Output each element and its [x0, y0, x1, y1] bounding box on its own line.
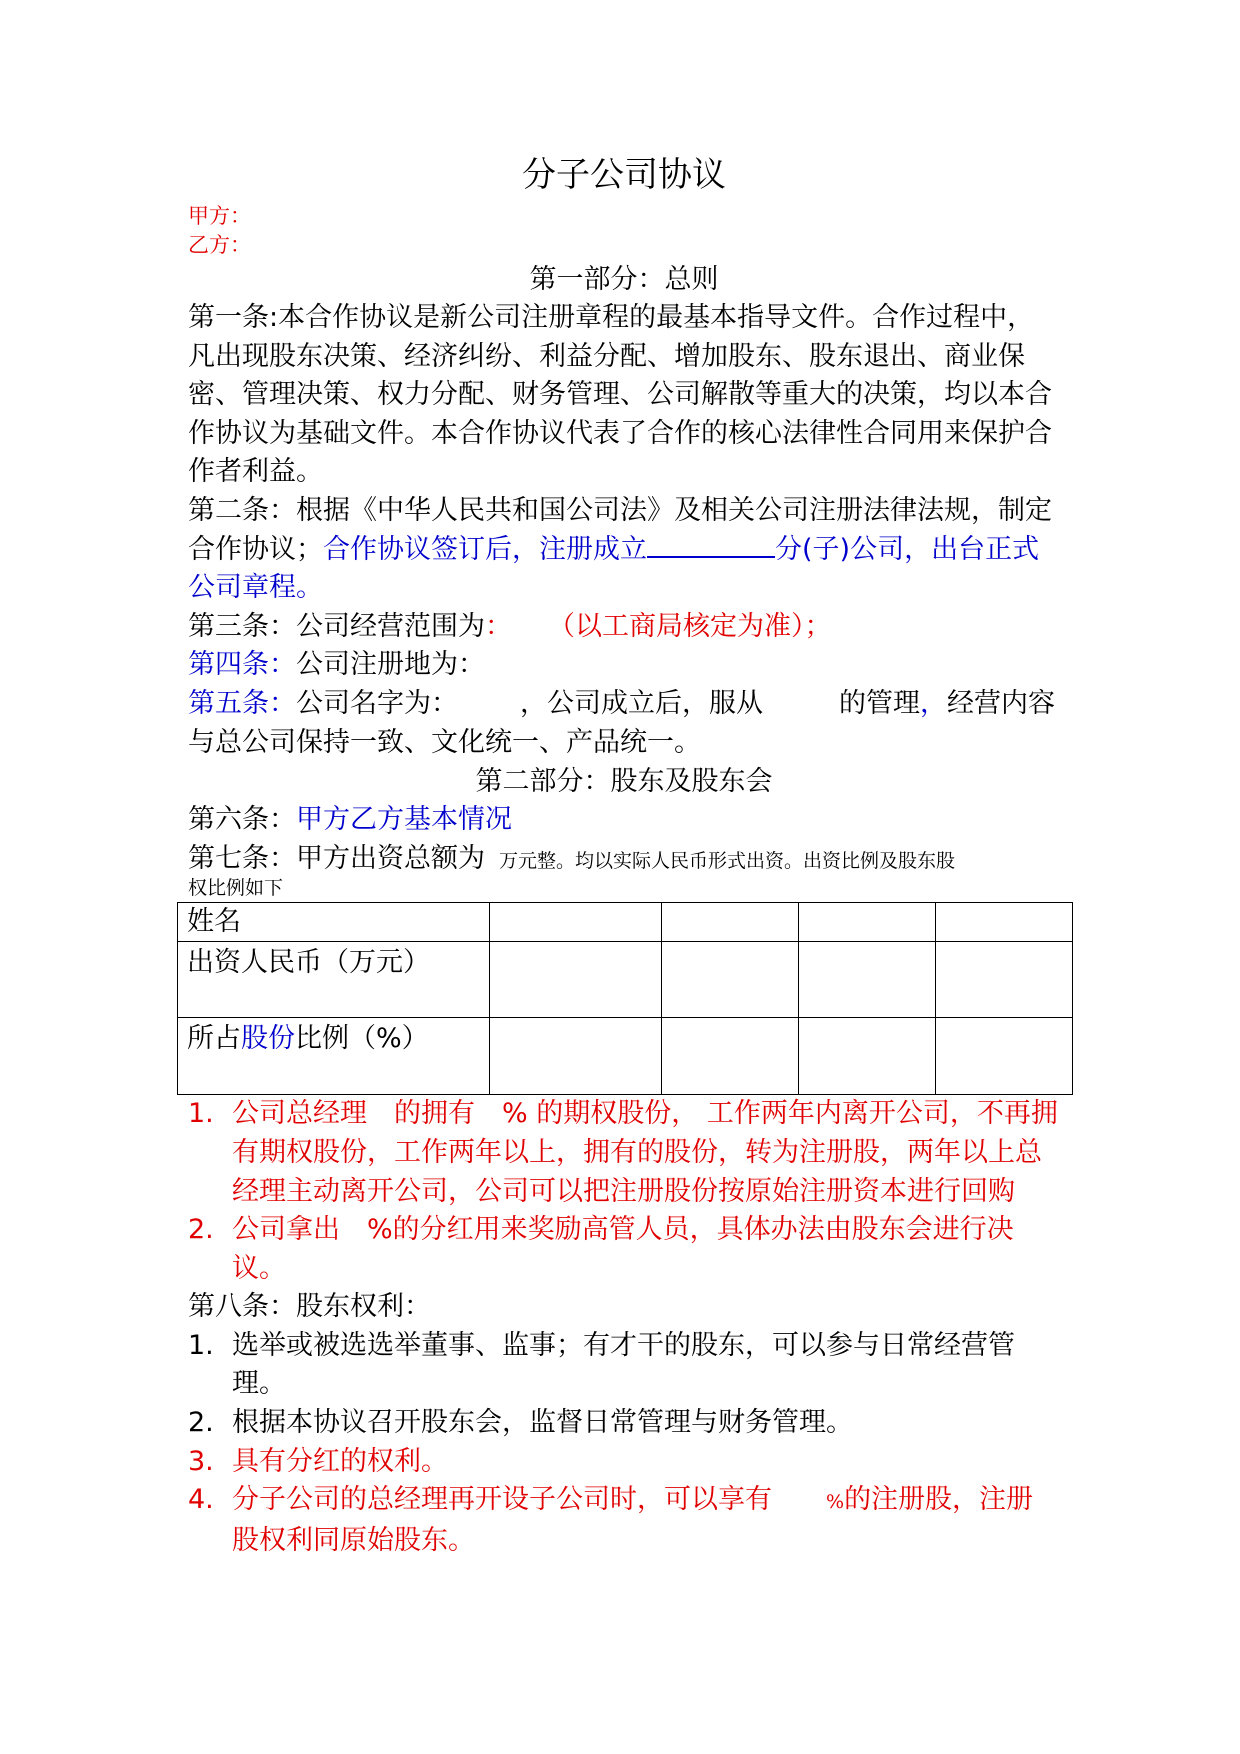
party-b-label: 乙方： — [188, 233, 251, 257]
table-cell-label: 姓名 — [178, 903, 490, 942]
table-row — [178, 942, 1073, 1018]
article-7-small-text: 万元整。均以实际人民币形式出资。出资比例及股东股 — [499, 849, 956, 872]
list-number: 1. — [188, 1098, 214, 1130]
part2-heading: 第二部分：股东及股东会 — [475, 766, 773, 798]
article-2 — [188, 492, 1060, 608]
table-cell — [661, 1018, 798, 1095]
article-4-label: 第四条： — [188, 649, 296, 681]
article-5-text-c: 的管理 — [839, 687, 920, 719]
table-cell — [935, 903, 1072, 942]
article-4-text: 公司注册地为： — [296, 649, 485, 681]
list-text: 选举或被选选举董事、监事；有才干的股东，可以参与日常经营管理。 — [232, 1329, 1015, 1400]
list-item — [188, 1327, 1060, 1404]
option-list — [188, 1095, 1060, 1288]
article-2-text: 第二条：根据《中华人民共和国公司法》及相关公司注册法律法规，制定合作协议； — [188, 494, 1052, 565]
list-item — [188, 1095, 1060, 1211]
table-row — [178, 903, 1073, 942]
article-5-text-a: 公司名字为： — [296, 687, 458, 719]
article-5-comma: ， — [920, 687, 947, 719]
table-cell — [661, 942, 798, 1018]
company-name-blank — [647, 532, 775, 558]
table-cell-label: 出资人民币（万元） — [178, 942, 490, 1018]
article-7 — [188, 840, 1060, 881]
ratio-label-b: 股份 — [241, 1023, 295, 1055]
list-item — [188, 1481, 1060, 1560]
article-6-label: 第六条： — [188, 804, 296, 836]
table-cell — [798, 903, 935, 942]
list-text: 具有分红的权利。 — [232, 1445, 448, 1477]
list-text: 根据本协议召开股东会，监督日常管理与财务管理。 — [232, 1407, 853, 1439]
table-cell — [798, 1018, 935, 1095]
article-7-label: 第七条：甲方出资总额为 — [188, 842, 485, 874]
list-text: 公司总经理 的拥有 % 的期权股份， 工作两年内离开公司，不再拥有期权股份，工作两年以上，拥有的股份，转为注册股，两年以上总经理主动离开公司，公司可以把注册股份按原始注册资本进行回购 — [232, 1098, 1058, 1207]
article-3-colon: ： — [485, 610, 512, 642]
article-2-blue-text: 合作协议签订后，注册成立 — [323, 533, 647, 565]
list-number: 2. — [188, 1407, 214, 1439]
document-title: 分子公司协议 — [522, 155, 726, 195]
list-number: 1. — [188, 1329, 214, 1361]
list-number: 3. — [188, 1445, 214, 1477]
shareholder-table — [177, 902, 1073, 1095]
shareholder-rights-list — [188, 1327, 1060, 1561]
table-row — [178, 1018, 1073, 1095]
list-number: 2. — [188, 1214, 214, 1246]
list-text: 公司拿出 %的分红用来奖励高管人员，具体办法由股东会进行决议。 — [232, 1214, 1014, 1284]
table-cell — [935, 1018, 1072, 1095]
list-item — [188, 1443, 1060, 1482]
list-number: 4. — [188, 1484, 214, 1516]
article-3-note: （以工商局核定为准）； — [548, 610, 832, 642]
list-text-percent: % — [826, 1491, 845, 1514]
table-cell — [661, 903, 798, 942]
table-cell — [798, 942, 935, 1018]
article-1: 第一条:本合作协议是新公司注册章程的最基本指导文件。合作过程中，凡出现股东决策、经济纠纷、利益分配、增加股东、股东退出、商业保密、管理决策、权力分配、财务管理、公司解散等重大的决策，均以本合作协议为基础文件。本合作协议代表了合作的核心法律性合同用来保护合作者利益。 — [188, 302, 1052, 488]
article-6-text: 甲方乙方基本情况 — [296, 804, 512, 836]
table-cell — [935, 942, 1072, 1018]
article-5-text-b: ，公司成立后，服从 — [520, 687, 763, 719]
list-text-c: 的注册股，注册股权利同原始股东。 — [232, 1484, 1034, 1556]
article-5-text-d: 经营内容与总公司保持一致、文化统一、产品统一。 — [188, 687, 1055, 758]
article-2-blue-tail: 分(子)公司，出台正式公司章程。 — [188, 533, 1040, 604]
table-cell — [490, 1018, 661, 1095]
party-a-label: 甲方： — [188, 204, 251, 228]
document-page — [188, 150, 1060, 1560]
article-7-small-tail: 权比例如下 — [188, 877, 284, 900]
ratio-label-a: 所占 — [187, 1023, 241, 1055]
article-5 — [188, 685, 1060, 762]
article-8: 第八条：股东权利： — [188, 1291, 431, 1323]
table-cell — [490, 942, 661, 1018]
article-5-label: 第五条： — [188, 687, 296, 719]
table-cell-label — [178, 1018, 490, 1095]
ratio-label-c: 比例（%） — [295, 1023, 429, 1055]
list-item — [188, 1211, 1060, 1288]
part1-heading: 第一部分：总则 — [529, 264, 719, 295]
table-cell — [490, 903, 661, 942]
article-6 — [188, 801, 1060, 840]
list-item — [188, 1404, 1060, 1443]
article-3-text: 第三条：公司经营范围为 — [188, 610, 485, 642]
article-4 — [188, 646, 1060, 685]
list-text-a: 分子公司的总经理再开设子公司时，可以享有 — [232, 1484, 826, 1516]
article-3 — [188, 608, 1060, 647]
